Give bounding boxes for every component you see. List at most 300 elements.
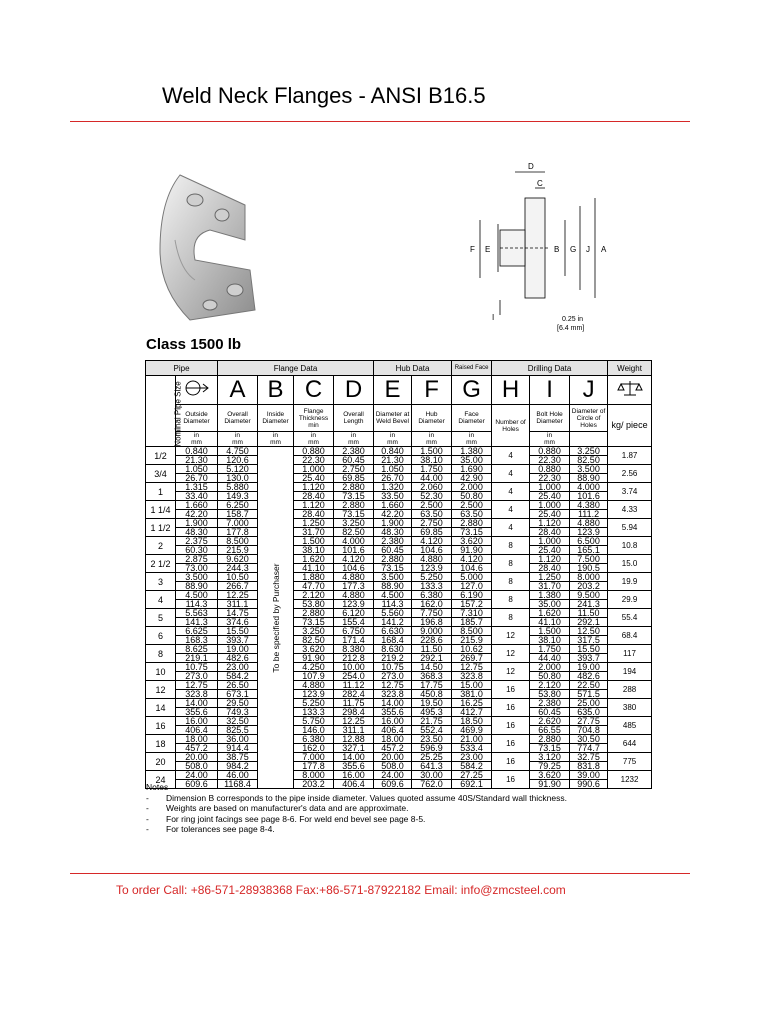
cell-g: 21.00 533.4 — [452, 735, 492, 753]
cell-size: 1 1/2 — [146, 519, 176, 537]
letter-d: D — [334, 376, 374, 405]
bottom-rule — [70, 873, 690, 874]
label-e: E — [485, 245, 491, 254]
table-row — [146, 519, 652, 537]
note-item: - For tolerances see page 8-4. — [146, 824, 275, 834]
cell-outside-diameter: 3.500 88.90 — [176, 573, 218, 591]
cell-outside-diameter: 1.315 33.40 — [176, 483, 218, 501]
cell-c: 5.750 146.0 — [294, 717, 334, 735]
table-row — [146, 465, 652, 483]
unit-cell: in mm — [218, 432, 258, 447]
cell-e: 14.00 355.6 — [374, 699, 412, 717]
group-flange: Flange Data — [218, 361, 374, 376]
cell-i: 2.000 50.80 — [530, 663, 570, 681]
cell-a: 12.25 311.1 — [218, 591, 258, 609]
purchaser-specified-cell: To be specified by Purchaser — [258, 447, 294, 789]
cell-size: 5 — [146, 609, 176, 627]
cell-e: 1.320 33.50 — [374, 483, 412, 501]
cell-size: 6 — [146, 627, 176, 645]
desc-overall-length: Overall Length — [334, 405, 374, 432]
cell-i: 1.000 25.40 — [530, 501, 570, 519]
cell-d: 2.750 69.85 — [334, 465, 374, 483]
cell-i: 1.620 41.10 — [530, 609, 570, 627]
label-c: C — [537, 179, 543, 188]
cell-h: 12 — [492, 645, 530, 663]
unit-cell: in mm — [452, 432, 492, 447]
class-label: Class 1500 lb — [146, 336, 242, 353]
table-row — [146, 537, 652, 555]
label-j: J — [586, 245, 590, 254]
cell-j: 4.880 123.9 — [570, 519, 608, 537]
cell-a: 5.120 130.0 — [218, 465, 258, 483]
unit-cell: in mm — [412, 432, 452, 447]
cell-a: 32.50 825.5 — [218, 717, 258, 735]
group-pipe: Pipe — [146, 361, 218, 376]
cell-f: 6.380 162.0 — [412, 591, 452, 609]
cell-h: 8 — [492, 573, 530, 591]
cell-f: 1.750 44.00 — [412, 465, 452, 483]
cell-size: 10 — [146, 663, 176, 681]
group-raised-face: Raised Face — [452, 361, 492, 376]
cell-outside-diameter: 16.00 406.4 — [176, 717, 218, 735]
table-row — [146, 735, 652, 753]
letter-e: E — [374, 376, 412, 405]
cell-e: 1.050 26.70 — [374, 465, 412, 483]
cell-a: 9.620 244.3 — [218, 555, 258, 573]
cell-size: 1 1/4 — [146, 501, 176, 519]
cell-j: 19.00 482.6 — [570, 663, 608, 681]
cell-f: 21.75 552.4 — [412, 717, 452, 735]
cell-f: 7.750 196.8 — [412, 609, 452, 627]
cell-e: 2.880 73.15 — [374, 555, 412, 573]
cell-kg: 68.4 — [608, 627, 652, 645]
cell-d: 14.00 355.6 — [334, 753, 374, 771]
cell-outside-diameter: 12.75 323.8 — [176, 681, 218, 699]
cell-kg: 117 — [608, 645, 652, 663]
table-row — [146, 645, 652, 663]
cell-i: 1.000 25.40 — [530, 537, 570, 555]
note-item: - Weights are based on manufacturer's data and are approximate. — [146, 803, 409, 813]
table-row — [146, 591, 652, 609]
cell-d: 2.380 60.45 — [334, 447, 374, 465]
table-row — [146, 609, 652, 627]
label-d: D — [528, 162, 534, 171]
flange-section-diagram — [440, 160, 620, 335]
cell-d: 3.250 82.50 — [334, 519, 374, 537]
label-f: F — [470, 245, 475, 254]
cell-i: 1.250 31.70 — [530, 573, 570, 591]
cell-h: 16 — [492, 735, 530, 753]
cell-kg: 29.9 — [608, 591, 652, 609]
cell-d: 4.120 104.6 — [334, 555, 374, 573]
cell-size: 16 — [146, 717, 176, 735]
cell-h: 4 — [492, 465, 530, 483]
table-row — [146, 699, 652, 717]
cell-d: 12.88 327.1 — [334, 735, 374, 753]
cell-h: 4 — [492, 483, 530, 501]
cell-a: 19.00 482.6 — [218, 645, 258, 663]
cell-f: 2.060 52.30 — [412, 483, 452, 501]
cell-size: 20 — [146, 753, 176, 771]
cell-outside-diameter: 20.00 508.0 — [176, 753, 218, 771]
cell-kg: 10.8 — [608, 537, 652, 555]
cell-f: 17.75 450.8 — [412, 681, 452, 699]
cell-c: 3.620 91.90 — [294, 645, 334, 663]
table-row — [146, 627, 652, 645]
cell-j: 25.00 635.0 — [570, 699, 608, 717]
cell-outside-diameter: 1.050 26.70 — [176, 465, 218, 483]
cell-e: 2.380 60.45 — [374, 537, 412, 555]
cell-c: 4.250 107.9 — [294, 663, 334, 681]
cell-g: 3.620 91.90 — [452, 537, 492, 555]
unit-cell: in mm — [294, 432, 334, 447]
cell-j: 11.50 292.1 — [570, 609, 608, 627]
cell-a: 38.75 984.2 — [218, 753, 258, 771]
cell-g: 2.880 73.15 — [452, 519, 492, 537]
table-row — [146, 717, 652, 735]
cell-j: 3.500 88.90 — [570, 465, 608, 483]
page-title: Weld Neck Flanges - ANSI B16.5 — [162, 83, 486, 108]
cell-d: 4.880 177.3 — [334, 573, 374, 591]
cell-i: 2.880 73.15 — [530, 735, 570, 753]
cell-i: 1.380 35.00 — [530, 591, 570, 609]
cell-a: 23.00 584.2 — [218, 663, 258, 681]
cell-f: 19.50 495.3 — [412, 699, 452, 717]
cell-outside-diameter: 14.00 355.6 — [176, 699, 218, 717]
cell-c: 0.880 22.30 — [294, 447, 334, 465]
desc-bolt-hole-diameter: Bolt Hole Diameter — [530, 405, 570, 432]
label-a: A — [601, 245, 607, 254]
cell-a: 15.50 393.7 — [218, 627, 258, 645]
dimension-table — [145, 360, 651, 789]
cell-kg: 15.0 — [608, 555, 652, 573]
cell-c: 5.250 133.3 — [294, 699, 334, 717]
desc-circle-of-holes: Diameter of Circle of Holes — [570, 405, 608, 432]
cell-size: 1 — [146, 483, 176, 501]
cell-i: 2.380 60.45 — [530, 699, 570, 717]
cell-c: 1.000 25.40 — [294, 465, 334, 483]
cell-j: 8.000 203.2 — [570, 573, 608, 591]
cell-f: 5.250 133.3 — [412, 573, 452, 591]
cell-f: 1.500 38.10 — [412, 447, 452, 465]
cell-h: 16 — [492, 681, 530, 699]
cell-h: 16 — [492, 699, 530, 717]
cell-size: 8 — [146, 645, 176, 663]
group-weight: Weight — [608, 361, 652, 376]
cell-d: 4.000 101.6 — [334, 537, 374, 555]
cell-e: 3.500 88.90 — [374, 573, 412, 591]
cell-g: 18.50 469.9 — [452, 717, 492, 735]
table-row — [146, 681, 652, 699]
label-b: B — [554, 245, 560, 254]
cell-outside-diameter: 5.563 141.3 — [176, 609, 218, 627]
cell-g: 10.62 269.7 — [452, 645, 492, 663]
cell-d: 11.12 282.4 — [334, 681, 374, 699]
cell-h: 4 — [492, 447, 530, 465]
cell-size: 2 1/2 — [146, 555, 176, 573]
cell-e: 0.840 21.30 — [374, 447, 412, 465]
cell-d: 6.120 155.4 — [334, 609, 374, 627]
cell-c: 7.000 177.8 — [294, 753, 334, 771]
table-row — [146, 447, 652, 465]
desc-kg-piece: kg/ piece — [608, 405, 652, 447]
cell-h: 16 — [492, 753, 530, 771]
cell-outside-diameter: 2.875 73.00 — [176, 555, 218, 573]
cell-g: 27.25 692.1 — [452, 771, 492, 789]
flange-illustration — [150, 160, 280, 330]
cell-f: 23.50 596.9 — [412, 735, 452, 753]
letter-f: F — [412, 376, 452, 405]
cell-e: 12.75 323.8 — [374, 681, 412, 699]
cell-i: 3.120 79.25 — [530, 753, 570, 771]
letter-g: G — [452, 376, 492, 405]
cell-f: 2.750 69.85 — [412, 519, 452, 537]
cell-kg: 55.4 — [608, 609, 652, 627]
cell-i: 2.620 66.55 — [530, 717, 570, 735]
cell-size: 14 — [146, 699, 176, 717]
desc-number-of-holes: Number of Holes — [492, 405, 530, 447]
cell-outside-diameter: 1.900 48.30 — [176, 519, 218, 537]
cell-d: 11.75 298.4 — [334, 699, 374, 717]
cell-h: 4 — [492, 501, 530, 519]
cell-f: 9.000 228.6 — [412, 627, 452, 645]
cell-h: 16 — [492, 771, 530, 789]
cell-kg: 2.56 — [608, 465, 652, 483]
letter-a: A — [218, 376, 258, 405]
letter-j: J — [570, 376, 608, 405]
cell-g: 2.500 63.50 — [452, 501, 492, 519]
table-row — [146, 483, 652, 501]
letter-c: C — [294, 376, 334, 405]
cell-size: 3 — [146, 573, 176, 591]
cell-kg: 194 — [608, 663, 652, 681]
cell-e: 18.00 457.2 — [374, 735, 412, 753]
cell-outside-diameter: 6.625 168.3 — [176, 627, 218, 645]
cell-i: 3.620 91.90 — [530, 771, 570, 789]
cell-f: 25.25 641.3 — [412, 753, 452, 771]
cell-c: 8.000 203.2 — [294, 771, 334, 789]
cell-e: 16.00 406.4 — [374, 717, 412, 735]
cell-size: 3/4 — [146, 465, 176, 483]
nominal-pipe-size-header: Nominal Pipe Size — [146, 376, 176, 447]
bevel-note-mm: [6.4 mm] — [557, 325, 585, 332]
unit-cell: in mm — [334, 432, 374, 447]
unit-cell: in mm — [530, 432, 570, 447]
cell-c: 6.380 162.0 — [294, 735, 334, 753]
cell-outside-diameter: 2.375 60.30 — [176, 537, 218, 555]
cell-g: 1.690 42.90 — [452, 465, 492, 483]
cell-outside-diameter: 4.500 114.3 — [176, 591, 218, 609]
table-row — [146, 753, 652, 771]
label-g: G — [570, 245, 577, 254]
cell-kg: 644 — [608, 735, 652, 753]
cell-outside-diameter: 10.75 273.0 — [176, 663, 218, 681]
cell-a: 8.500 215.9 — [218, 537, 258, 555]
cell-kg: 3.74 — [608, 483, 652, 501]
cell-j: 4.000 101.6 — [570, 483, 608, 501]
cell-e: 5.560 141.2 — [374, 609, 412, 627]
cell-kg: 1.87 — [608, 447, 652, 465]
cell-i: 0.880 22.30 — [530, 447, 570, 465]
cell-outside-diameter: 1.660 42.20 — [176, 501, 218, 519]
cell-outside-diameter: 8.625 219.1 — [176, 645, 218, 663]
letter-i: I — [530, 376, 570, 405]
cell-c: 3.250 82.50 — [294, 627, 334, 645]
table-row — [146, 501, 652, 519]
cell-d: 12.25 311.1 — [334, 717, 374, 735]
group-hub: Hub Data — [374, 361, 452, 376]
notes-heading: Notes — [146, 782, 169, 792]
cell-kg: 19.9 — [608, 573, 652, 591]
cell-e: 1.660 42.20 — [374, 501, 412, 519]
note-item: - For ring joint facings see page 8-6. For weld end bevel see page 8-5. — [146, 813, 426, 824]
cell-c: 1.500 38.10 — [294, 537, 334, 555]
top-rule — [70, 121, 690, 122]
cell-d: 4.880 123.9 — [334, 591, 374, 609]
cell-e: 10.75 273.0 — [374, 663, 412, 681]
cell-g: 8.500 215.9 — [452, 627, 492, 645]
cell-a: 6.250 158.7 — [218, 501, 258, 519]
cell-e: 8.630 219.2 — [374, 645, 412, 663]
cell-g: 15.00 381.0 — [452, 681, 492, 699]
cell-d: 2.880 73.15 — [334, 483, 374, 501]
cell-i: 0.880 22.30 — [530, 465, 570, 483]
table-row — [146, 573, 652, 591]
cell-f: 14.50 368.3 — [412, 663, 452, 681]
cell-d: 8.380 212.8 — [334, 645, 374, 663]
desc-hub-diameter: Hub Diameter — [412, 405, 452, 432]
letter-h: H — [492, 376, 530, 405]
cell-j: 6.500 165.1 — [570, 537, 608, 555]
cell-c: 2.120 53.80 — [294, 591, 334, 609]
cell-j: 9.500 241.3 — [570, 591, 608, 609]
unit-cell: in mm — [176, 432, 218, 447]
cell-h: 8 — [492, 555, 530, 573]
cell-e: 6.630 168.4 — [374, 627, 412, 645]
cell-g: 4.120 104.6 — [452, 555, 492, 573]
cell-a: 14.75 374.6 — [218, 609, 258, 627]
cell-c: 4.880 123.9 — [294, 681, 334, 699]
cell-a: 29.50 749.3 — [218, 699, 258, 717]
cell-a: 46.00 1168.4 — [218, 771, 258, 789]
label-i: I — [492, 313, 495, 322]
cell-d: 16.00 406.4 — [334, 771, 374, 789]
cell-e: 1.900 48.30 — [374, 519, 412, 537]
group-drilling: Drilling Data — [492, 361, 608, 376]
cell-h: 12 — [492, 663, 530, 681]
cell-f: 11.50 292.1 — [412, 645, 452, 663]
cell-h: 4 — [492, 519, 530, 537]
unit-cell: in mm — [258, 432, 294, 447]
bevel-note-in: 0.25 in — [562, 316, 584, 323]
cell-size: 1/2 — [146, 447, 176, 465]
cell-f: 2.500 63.50 — [412, 501, 452, 519]
cell-e: 4.500 114.3 — [374, 591, 412, 609]
cell-e: 20.00 508.0 — [374, 753, 412, 771]
cell-kg: 288 — [608, 681, 652, 699]
scale-icon — [608, 376, 652, 405]
cell-i: 1.120 28.40 — [530, 519, 570, 537]
cell-size: 4 — [146, 591, 176, 609]
cell-a: 10.50 266.7 — [218, 573, 258, 591]
cell-a: 4.750 120.6 — [218, 447, 258, 465]
cell-g: 16.25 412.7 — [452, 699, 492, 717]
cell-c: 1.120 28.40 — [294, 501, 334, 519]
cell-a: 36.00 914.4 — [218, 735, 258, 753]
cell-j: 27.75 704.8 — [570, 717, 608, 735]
cell-kg: 4.33 — [608, 501, 652, 519]
cell-g: 12.75 323.8 — [452, 663, 492, 681]
desc-flange-thickness: Flange Thickness min — [294, 405, 334, 432]
cell-j: 4.380 111.2 — [570, 501, 608, 519]
cell-g: 1.380 35.00 — [452, 447, 492, 465]
cell-j: 30.50 774.7 — [570, 735, 608, 753]
cell-d: 10.00 254.0 — [334, 663, 374, 681]
desc-face-diameter: Face Diameter — [452, 405, 492, 432]
cell-h: 16 — [492, 717, 530, 735]
cell-c: 1.620 41.10 — [294, 555, 334, 573]
cell-outside-diameter: 0.840 21.30 — [176, 447, 218, 465]
cell-g: 6.190 157.2 — [452, 591, 492, 609]
cell-f: 30.00 762.0 — [412, 771, 452, 789]
cell-j: 32.75 831.8 — [570, 753, 608, 771]
cell-a: 5.880 149.3 — [218, 483, 258, 501]
cell-g: 5.000 127.0 — [452, 573, 492, 591]
cell-g: 7.310 185.7 — [452, 609, 492, 627]
cell-i: 2.120 53.80 — [530, 681, 570, 699]
unit-cell: in mm — [374, 432, 412, 447]
note-item: - Dimension B corresponds to the pipe inside diameter. Values quoted assume 40S/Standard wall thickness. — [146, 792, 567, 803]
desc-outside-diameter: Outside Diameter — [176, 405, 218, 432]
cell-size: 18 — [146, 735, 176, 753]
cell-h: 8 — [492, 537, 530, 555]
cell-kg: 485 — [608, 717, 652, 735]
cell-j: 3.250 82.50 — [570, 447, 608, 465]
desc-overall-diameter: Overall Diameter — [218, 405, 258, 432]
cell-c: 1.880 47.70 — [294, 573, 334, 591]
table-row — [146, 663, 652, 681]
cell-kg: 380 — [608, 699, 652, 717]
cell-i: 1.120 28.40 — [530, 555, 570, 573]
cell-kg: 1232 — [608, 771, 652, 789]
cell-j: 39.00 990.6 — [570, 771, 608, 789]
cell-h: 12 — [492, 627, 530, 645]
cell-size: 12 — [146, 681, 176, 699]
cell-h: 8 — [492, 609, 530, 627]
cell-f: 4.120 104.6 — [412, 537, 452, 555]
cell-kg: 775 — [608, 753, 652, 771]
cell-e: 24.00 609.6 — [374, 771, 412, 789]
cell-c: 1.120 28.40 — [294, 483, 334, 501]
cell-j: 12.50 317.5 — [570, 627, 608, 645]
contact-line: To order Call: +86-571-28938368 Fax:+86-571-87922182 Email: info@zmcsteel.com — [116, 883, 566, 897]
desc-weld-bevel-diameter: Diameter at Weld Bevel — [374, 405, 412, 432]
cell-c: 1.250 31.70 — [294, 519, 334, 537]
cell-h: 8 — [492, 591, 530, 609]
cell-i: 1.000 25.40 — [530, 483, 570, 501]
cell-i: 1.750 44.40 — [530, 645, 570, 663]
cell-j: 15.50 393.7 — [570, 645, 608, 663]
letter-b: B — [258, 376, 294, 405]
cell-d: 2.880 73.15 — [334, 501, 374, 519]
cell-size: 2 — [146, 537, 176, 555]
cell-i: 1.500 38.10 — [530, 627, 570, 645]
cell-outside-diameter: 18.00 457.2 — [176, 735, 218, 753]
cell-g: 2.000 50.80 — [452, 483, 492, 501]
cell-c: 2.880 73.15 — [294, 609, 334, 627]
cell-a: 26.50 673.1 — [218, 681, 258, 699]
cell-f: 4.880 123.9 — [412, 555, 452, 573]
